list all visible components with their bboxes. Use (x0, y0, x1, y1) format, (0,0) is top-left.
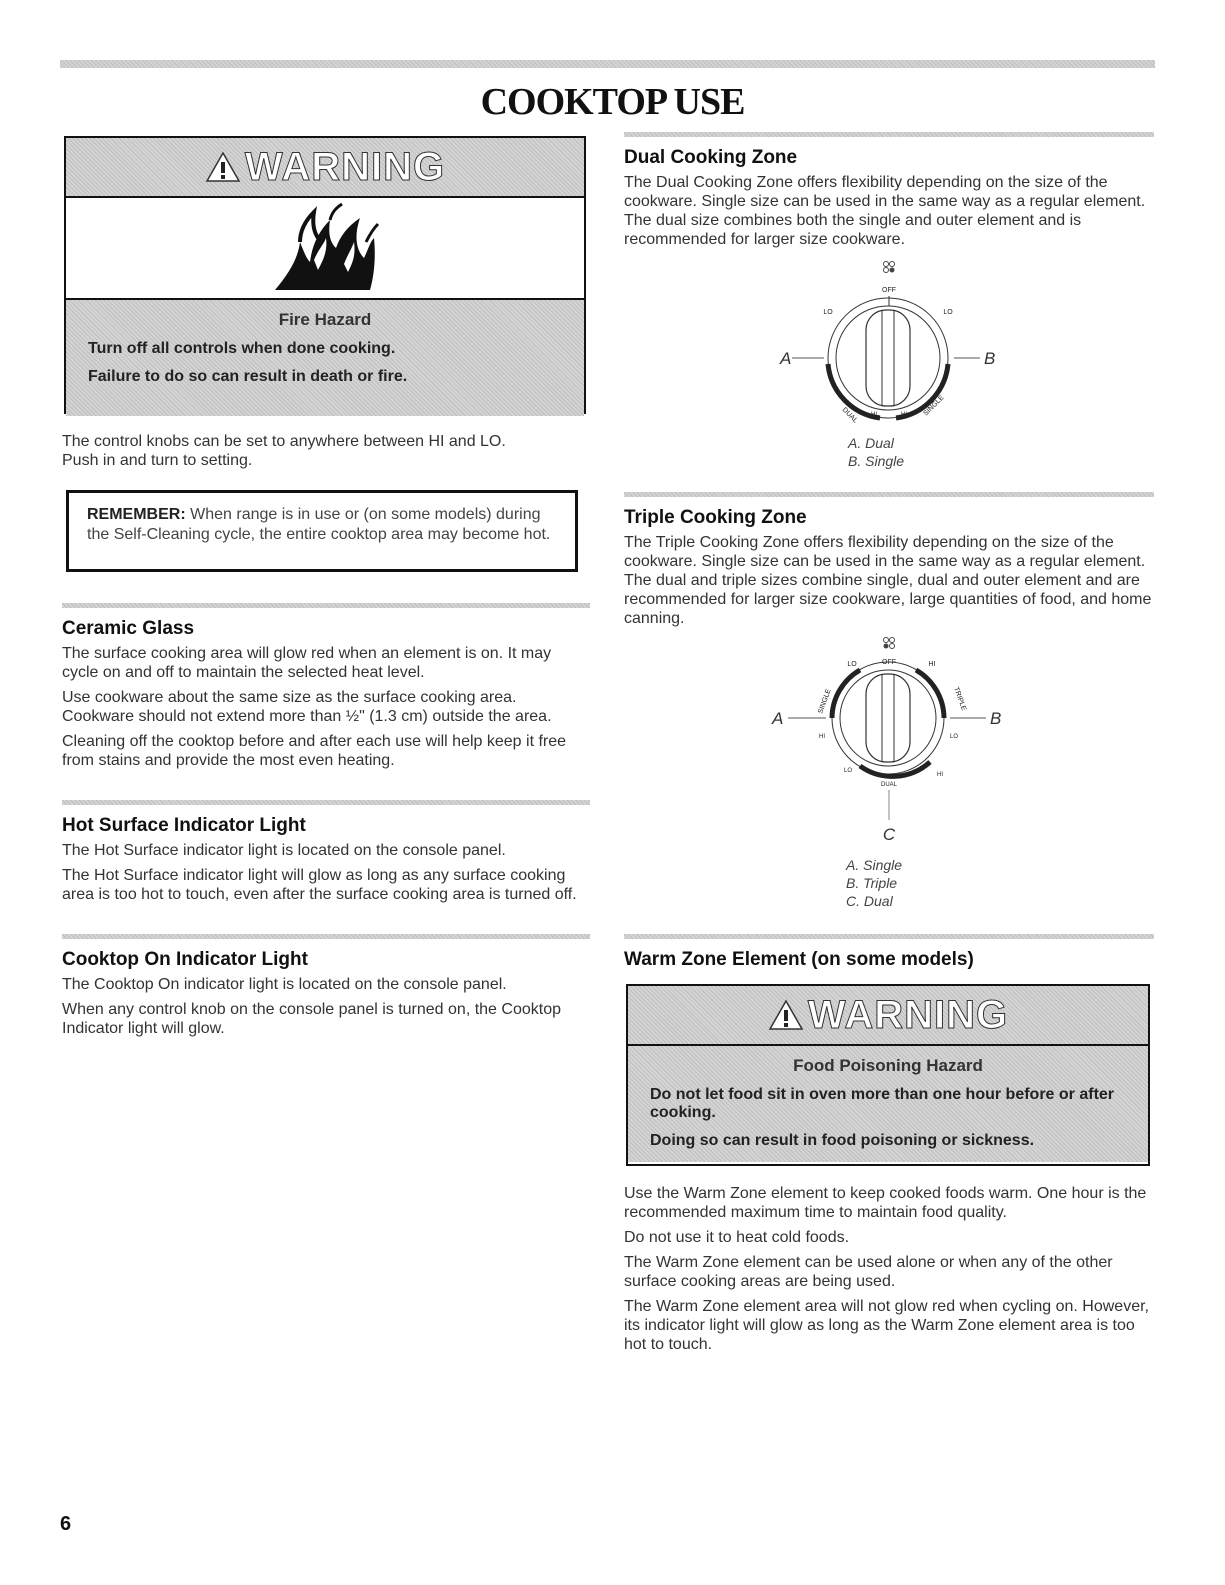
body-paragraph: The Hot Surface indicator light is located on the console panel. (62, 842, 506, 859)
callout-b: B (984, 349, 996, 368)
warning-body (628, 1046, 1148, 1162)
warning-triangle-icon (768, 999, 804, 1031)
intro-paragraph: Push in and turn to setting. (62, 452, 253, 469)
body-paragraph: The Cooktop On indicator light is located on the console panel. (62, 976, 507, 993)
body-paragraph: Use cookware about the same size as the surface cooking area. Cookware should not extend more than ½" (1.3 cm) outside the area. (62, 689, 552, 725)
section-heading: Cooktop On Indicator Light (62, 949, 308, 970)
warning-line: Turn off all controls when done cooking. (88, 340, 396, 357)
food-warning-box (626, 984, 1150, 1166)
callout-b: B (990, 709, 1002, 728)
top-divider (60, 60, 1155, 68)
caption: C. Dual (846, 893, 893, 909)
remember-text: When range is in use or (on some models) during the Self-Cleaning cycle, the entire cooktop area may become hot. (87, 506, 551, 543)
single-arc-marker (896, 364, 948, 418)
section-heading: Dual Cooking Zone (624, 147, 798, 168)
section-heading: Hot Surface Indicator Light (62, 815, 306, 836)
knob-hi-label: HI (901, 412, 907, 418)
body-paragraph: The Dual Cooking Zone offers flexibility depending on the size of the cookware. Single size can be used in the same way as a regular element. The dual size combines both the single and outer element and is recommended for larger size cookware. (624, 174, 1146, 248)
dual-zone-knob-diagram (760, 258, 1030, 428)
fire-icon-area (66, 198, 584, 298)
knob-hi-label: HI (928, 661, 936, 668)
caption: A. Dual (848, 435, 894, 451)
dual-zone-section (624, 132, 1154, 255)
warm-zone-text (624, 1184, 1154, 1360)
section-heading: Warm Zone Element (on some models) (624, 949, 974, 970)
body-paragraph: Do not use it to heat cold foods. (624, 1229, 850, 1246)
knob-off-label: OFF (882, 659, 896, 666)
section-heading: Ceramic Glass (62, 618, 195, 639)
section-divider (624, 934, 1154, 939)
hot-surface-section (62, 800, 590, 910)
knob-single-label: SINGLE (922, 394, 946, 418)
remember-box (66, 490, 578, 572)
knob-dual-label: DUAL (880, 782, 898, 788)
caption: B. Triple (846, 875, 898, 891)
warm-zone-section (624, 934, 1154, 975)
callout-a: A (772, 709, 784, 728)
knob-single-label: SINGLE (817, 688, 833, 715)
intro-text (62, 432, 582, 470)
section-divider (624, 492, 1154, 497)
body-paragraph: Cleaning off the cooktop before and after each use will help keep it free from stains and provide the most even heating. (62, 733, 567, 769)
hazard-title: Food Poisoning Hazard (793, 1056, 983, 1075)
caption: A. Single (846, 857, 903, 873)
section-divider (62, 934, 590, 939)
section-divider (624, 132, 1154, 137)
body-paragraph: When any control knob on the console panel is turned on, the Cooktop Indicator light will glow. (62, 1001, 561, 1037)
warning-header (66, 138, 584, 198)
remember-label: REMEMBER: (87, 506, 186, 523)
knob-lo-label: LO (843, 768, 853, 774)
warning-line: Do not let food sit in oven more than one hour before or after cooking. (650, 1086, 1115, 1121)
knob-lo-label: LO (823, 309, 833, 316)
element-indicator-icon (884, 262, 895, 273)
section-heading: Triple Cooking Zone (624, 507, 807, 528)
page-number: 6 (60, 1513, 72, 1535)
cooktop-on-section (62, 934, 590, 1044)
dual-zone-captions (848, 434, 998, 470)
body-paragraph: The Warm Zone element can be used alone or when any of the other surface cooking areas are being used. (624, 1254, 1113, 1290)
dual-arc-marker (828, 364, 880, 418)
warning-title: WARNING (244, 144, 446, 189)
knob-lo-label: LO (943, 309, 953, 316)
warning-line: Doing so can result in food poisoning or sickness. (650, 1132, 1035, 1149)
knob-triple-label: TRIPLE (952, 686, 968, 712)
body-paragraph: The Triple Cooking Zone offers flexibility depending on the size of the cookware. Single size can be used in the same way as a regular element. The dual and triple sizes combine single, dual and outer element and are recommended for larger size cookware, large quantities of food, and home canning. (624, 534, 1152, 627)
triple-zone-section (624, 492, 1154, 634)
knob-off-label: OFF (882, 287, 896, 294)
triple-zone-knob-diagram (760, 634, 1030, 846)
warning-triangle-icon (205, 151, 241, 183)
knob-lo-label: LO (847, 661, 857, 668)
hazard-title: Fire Hazard (278, 310, 372, 329)
body-paragraph: Use the Warm Zone element to keep cooked foods warm. One hour is the recommended maximum time to maintain food quality. (624, 1185, 1147, 1221)
body-paragraph: The Warm Zone element area will not glow red when cycling on. However, its indicator light will glow as long as the Warm Zone element area is too hot to touch. (624, 1298, 1149, 1353)
page-title: COOKTOP USE (480, 81, 745, 123)
knob-hi-label: HI (819, 734, 825, 740)
fire-icon (270, 202, 380, 294)
warning-line: Failure to do so can result in death or fire. (88, 368, 408, 385)
section-divider (62, 603, 590, 608)
caption: B. Single (848, 453, 905, 469)
intro-paragraph: The control knobs can be set to anywhere between HI and LO. (62, 433, 506, 450)
fire-warning-box (64, 136, 586, 414)
callout-c: C (882, 825, 896, 844)
body-paragraph: The Hot Surface indicator light will glow as long as any surface cooking area is too hot to touch, even after the surface cooking area is turned off. (62, 867, 577, 903)
knob-hi-label: HI (937, 772, 943, 778)
warning-header (628, 986, 1148, 1046)
section-divider (62, 800, 590, 805)
knob-dual-label: DUAL (840, 406, 859, 425)
warning-body (66, 298, 584, 416)
callout-a: A (780, 349, 792, 368)
triple-zone-captions (846, 856, 996, 910)
knob-hi-label: HI (871, 412, 877, 418)
body-paragraph: The surface cooking area will glow red when an element is on. It may cycle on and off to maintain the selected heat level. (62, 645, 552, 681)
warning-title: WARNING (807, 992, 1009, 1037)
element-indicator-icon (884, 638, 895, 649)
ceramic-glass-section (62, 603, 590, 776)
knob-lo-label: LO (949, 734, 959, 740)
